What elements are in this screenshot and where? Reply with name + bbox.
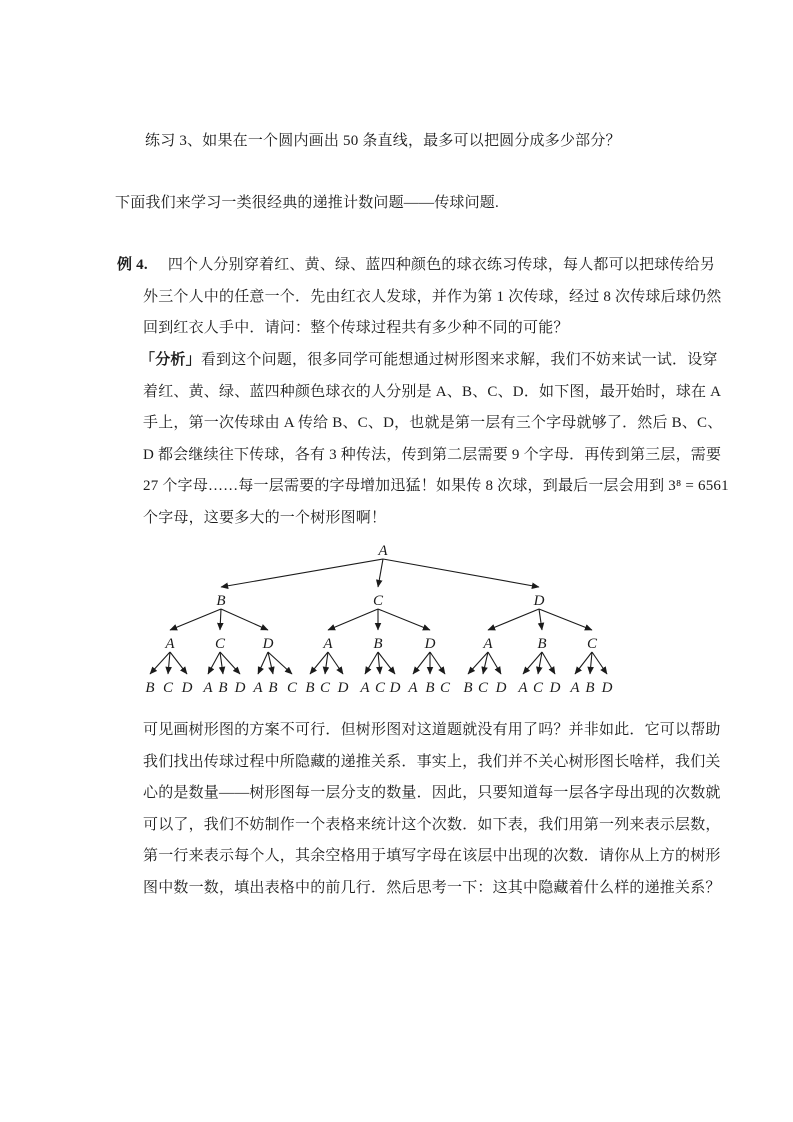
tree-node-label: C: [319, 680, 331, 696]
tree-edge: [488, 609, 539, 630]
tree-edge: [220, 609, 221, 630]
analysis-line-4: D 都会继续往下传球，各有 3 种传法，传到第二层需要 9 个字母．再传到第三层，需要: [143, 447, 722, 463]
tree-edge: [365, 652, 378, 674]
example-4-label: 例 4.: [117, 257, 148, 273]
tree-edge: [430, 652, 445, 674]
tree-edge: [328, 652, 343, 674]
discussion-line-3: 心的是数量——树形图每一层分支的数量．因此，只要知道每一层各字母出现的次数就: [143, 785, 721, 801]
tree-edge: [221, 559, 383, 587]
example-4-line-2: 外三个人中的任意一个．先由红衣人发球，并作为第 1 次传球，经过 8 次传球后球仍然: [143, 289, 722, 305]
tree-node-label: A: [378, 543, 388, 559]
analysis-line-6: 个字母，这要多大的一个树形图啊！: [143, 510, 387, 526]
discussion-line-4: 可以了，我们不妨制作一个表格来统计这个次数．如下表，我们用第一列来表示层数，: [143, 817, 721, 833]
tree-node-label: A: [323, 636, 333, 652]
tree-node-label: C: [439, 680, 451, 696]
tree-edge: [168, 652, 170, 674]
intro-line: 下面我们来学习一类很经典的递推计数问题——传球问题.: [115, 195, 499, 211]
analysis-first-line: [140, 350, 718, 371]
tree-edge: [575, 652, 592, 674]
tree-edge: [383, 559, 539, 587]
tree-edge: [539, 609, 592, 630]
tree-edge: [378, 559, 383, 587]
tree-node-label: B: [537, 636, 547, 652]
tree-node-label: C: [586, 636, 598, 652]
analysis-line-1: 看到这个问题，很多同学可能想通过树形图来求解，我们不妨来试一试．设穿: [200, 352, 718, 368]
tree-edge: [592, 652, 607, 674]
tree-edge: [590, 652, 592, 674]
tree-edge: [150, 652, 170, 674]
tree-edge: [542, 652, 555, 674]
tree-node-label: B: [216, 593, 226, 609]
tree-edge: [378, 652, 395, 674]
tree-node-label: B: [463, 680, 473, 696]
tree-node-label: B: [218, 680, 228, 696]
tree-node-label: D: [424, 636, 436, 652]
example-4-line-1: 四个人分别穿着红、黄、绿、蓝四种颜色的球衣练习传球，每人都可以把球传给另: [167, 257, 716, 273]
discussion-line-5: 第一行来表示每个人，其余空格用于填写字母在该层中出现的次数．请你从上方的树形: [143, 848, 721, 864]
exercise-3-line: 练习 3、如果在一个圆内画出 50 条直线，最多可以把圆分成多少部分？: [145, 133, 621, 149]
example-4-first-line: [117, 255, 715, 276]
tree-node-label: C: [374, 680, 386, 696]
tree-node-label: D: [181, 680, 193, 696]
tree-node-label: A: [253, 680, 263, 696]
tree-diagram-svg: [115, 538, 685, 702]
analysis-line-3: 手上，第一次传球由 A 传给 B、C、D，也就是第一层有三个字母就够了．然后 B、C、: [143, 415, 723, 431]
example-4-line-3: 回到红衣人手中．请问：整个传球过程共有多少种不同的可能？: [143, 320, 569, 336]
analysis-line-2: 着红、黄、绿、蓝四种颜色球衣的人分别是 A、B、C、D．如下图，最开始时，球在 A: [143, 384, 722, 400]
tree-node-label: B: [373, 636, 383, 652]
tree-node-label: C: [532, 680, 544, 696]
tree-edge: [488, 652, 501, 674]
tree-node-label: C: [372, 593, 384, 609]
tree-edge: [221, 609, 268, 630]
tree-node-label: B: [305, 680, 315, 696]
tree-node-label: D: [495, 680, 507, 696]
tree-edge: [378, 652, 380, 674]
tree-node-label: A: [360, 680, 370, 696]
tree-node-label: D: [389, 680, 401, 696]
tree-node-label: D: [533, 593, 545, 609]
tree-edge: [378, 609, 430, 630]
tree-node-label: B: [425, 680, 435, 696]
analysis-label: 「分析」: [140, 352, 201, 368]
tree-node-label: D: [601, 680, 613, 696]
tree-node-label: A: [203, 680, 213, 696]
tree-node-label: A: [483, 636, 493, 652]
tree-node-label: B: [268, 680, 278, 696]
discussion-line-1: 可见画树形图的方案不可行．但树形图对这道题就没有用了吗？并非如此．它可以帮助: [143, 722, 721, 738]
tree-node-label: A: [408, 680, 418, 696]
tree-node-label: C: [162, 680, 174, 696]
tree-node-label: A: [165, 636, 175, 652]
tree-edge: [539, 609, 542, 630]
analysis-line-5: 27 个字母……每一层需要的字母增加迅猛！如果传 8 次球，到最后一层会用到 3⁸ = 6561: [143, 478, 729, 494]
tree-node-label: A: [570, 680, 580, 696]
tree-node-label: D: [549, 680, 561, 696]
tree-node-label: B: [145, 680, 155, 696]
tree-node-label: D: [262, 636, 274, 652]
tree-node-label: B: [585, 680, 595, 696]
tree-node-label: C: [477, 680, 489, 696]
discussion-line-2: 我们找出传球过程中所隐藏的递推关系．事实上，我们并不关心树形图长啥样，我们关: [143, 754, 721, 770]
discussion-line-6: 图中数一数，填出表格中的前几行．然后思考一下：这其中隐藏着什么样的递推关系？: [143, 880, 721, 896]
tree-edge: [170, 652, 187, 674]
tree-node-label: D: [337, 680, 349, 696]
tree-edge: [170, 609, 221, 630]
tree-node-label: C: [286, 680, 298, 696]
tree-node-label: A: [518, 680, 528, 696]
tree-edge: [268, 652, 292, 674]
tree-edge: [328, 609, 378, 630]
tree-edge: [208, 652, 220, 674]
tree-node-label: D: [234, 680, 246, 696]
tree-node-label: C: [214, 636, 226, 652]
tree-edge: [258, 652, 268, 674]
tree-edge: [413, 652, 430, 674]
